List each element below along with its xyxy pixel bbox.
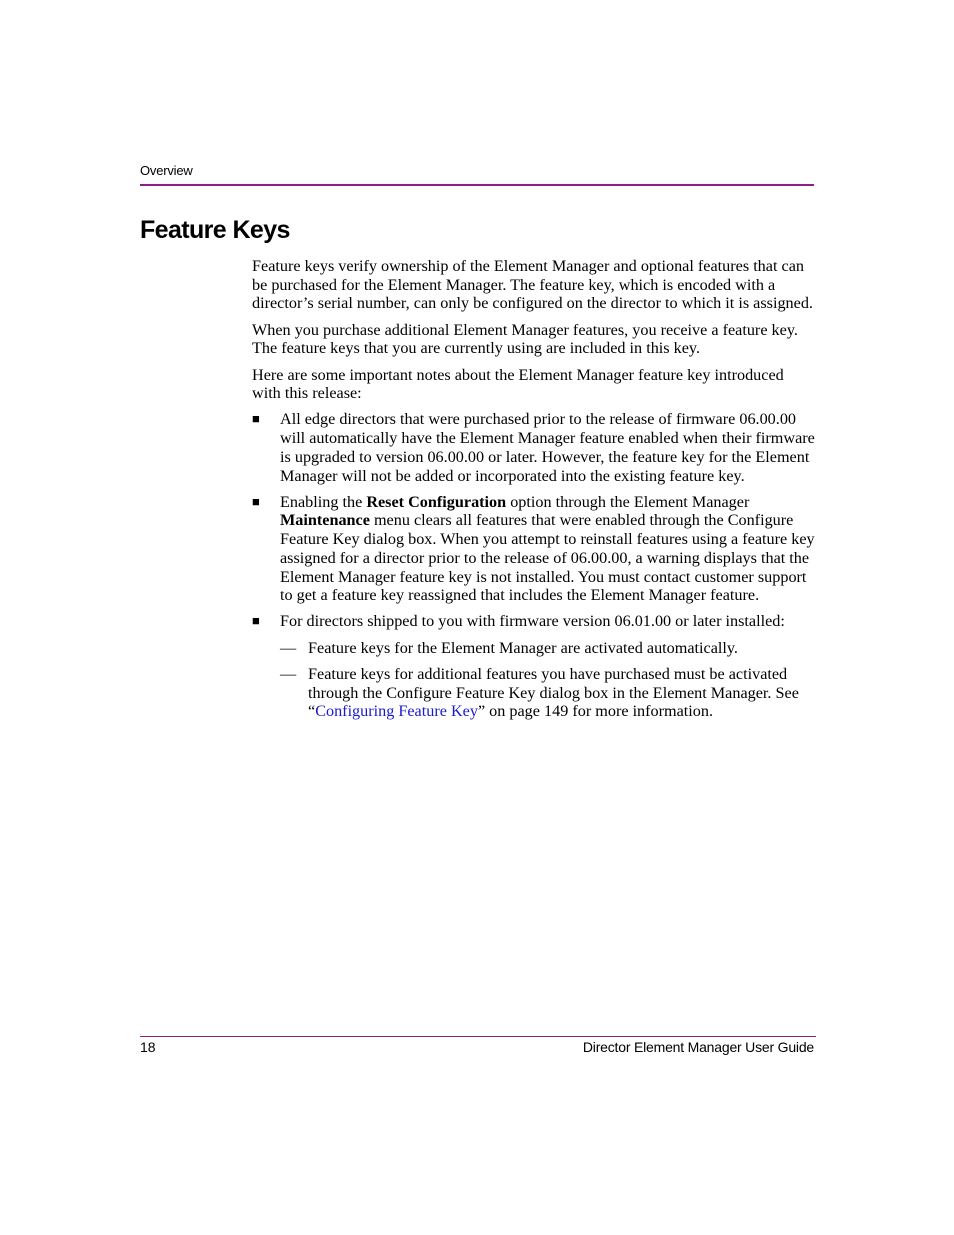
- bullet-item-reset-configuration: [252, 493, 816, 605]
- footer-rule: [140, 1036, 816, 1037]
- body-text: [252, 257, 816, 728]
- subitem-text: [308, 665, 799, 720]
- configuring-feature-key-link[interactable]: Configuring Feature Key: [315, 702, 478, 721]
- subitem-text: Feature keys for the Element Manager are activated automatically.: [308, 638, 738, 657]
- running-header: Overview: [140, 163, 193, 178]
- square-bullet-icon: ■: [252, 411, 260, 427]
- text-segment: ” on page 149 for more information.: [477, 702, 714, 721]
- bullet-text: For directors shipped to you with firmware version 06.01.00 or later installed:: [280, 612, 785, 631]
- intro-paragraph: Feature keys verify ownership of the Element Manager and optional features that can be purchased for the Element Manager. The feature key, which is encoded with a director’s serial number, can only be configured on the director to which it is assigned.: [252, 257, 813, 313]
- dash-bullet-icon: —: [280, 664, 297, 683]
- dash-bullet-icon: —: [280, 638, 297, 657]
- section-title: Feature Keys: [140, 216, 290, 244]
- bullet-item-edge-directors: [252, 410, 816, 485]
- maintenance-term: Maintenance: [280, 511, 370, 530]
- bullet-text: All edge directors that were purchased prior to the release of firmware 06.00.00 will automatically have the Element Manager feature enabled when their firmware is upgraded to version 06.00.00 or later. However, the feature key for the Element Manager will not be added or incorporated into the existing feature key.: [280, 410, 815, 485]
- text-segment: option through the Element Manager: [506, 492, 750, 511]
- bullet-item-new-directors: [252, 612, 816, 631]
- text-segment: menu clears all features that were enabled through the Configure Feature Key dialog box. When you attempt to reinstall features using a feature key assigned for a director prior to the release of 06.00.00, a warning displays that the Element Manager feature key is not installed. You must contact customer support to get a feature key reassigned that includes the Element Manager feature.: [280, 511, 815, 605]
- reset-configuration-term: Reset Configuration: [366, 492, 507, 511]
- header-rule: [140, 184, 814, 186]
- subitem-automatic-activation: [252, 639, 816, 658]
- text-segment: Feature keys for additional features you have purchased must be activated through the Configure Feature Key dialog box in the Element Manager. See “: [308, 664, 799, 721]
- square-bullet-icon: ■: [252, 493, 260, 509]
- subitem-additional-features: [252, 665, 816, 721]
- text-segment: Enabling the: [280, 492, 367, 511]
- document-title: Director Element Manager User Guide: [582, 1039, 814, 1055]
- notes-intro-paragraph: Here are some important notes about the Element Manager feature key introduced with this release:: [252, 365, 784, 403]
- bullet-text: [280, 493, 815, 605]
- page-number: 18: [140, 1039, 156, 1055]
- purchase-paragraph: When you purchase additional Element Manager features, you receive a feature key. The feature keys that you are currently using are included in this key.: [252, 320, 798, 358]
- square-bullet-icon: ■: [252, 613, 260, 629]
